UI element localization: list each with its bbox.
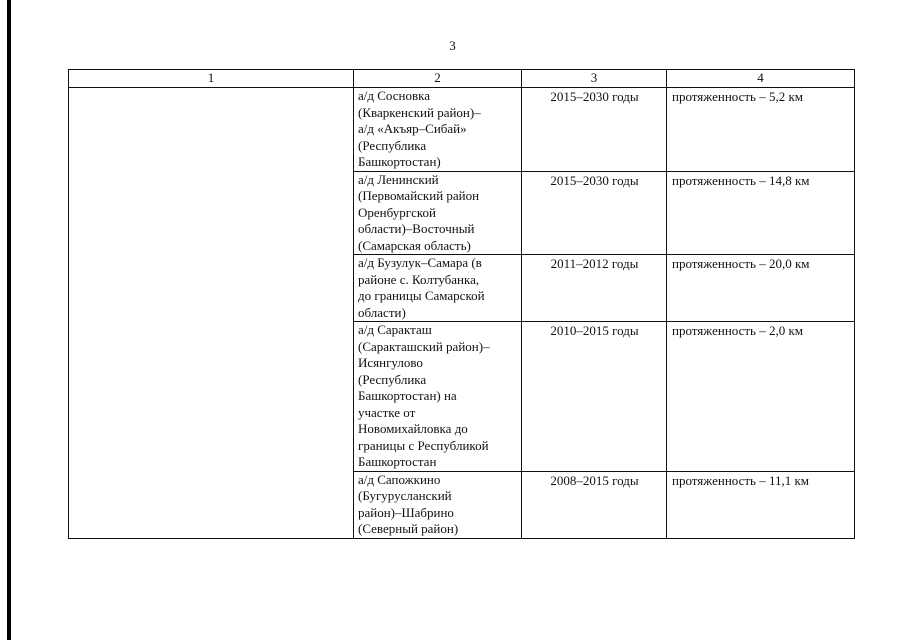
- period-cell: 2008–2015 годы: [522, 471, 667, 538]
- road-name-line: а/д Бузулук–Самара (в: [358, 255, 482, 270]
- table-row: [69, 88, 855, 172]
- length-cell: протяженность – 20,0 км: [667, 255, 855, 322]
- length-cell: протяженность – 5,2 км: [667, 88, 855, 172]
- road-name-line: Башкортостан): [358, 154, 441, 169]
- column-header-2: 2: [354, 70, 522, 88]
- period-cell: 2015–2030 годы: [522, 171, 667, 255]
- road-name-line: области)–Восточный: [358, 221, 475, 236]
- column-1-cell: [69, 88, 354, 539]
- road-name-line: до границы Самарской: [358, 288, 485, 303]
- road-name-line: а/д Сосновка: [358, 88, 430, 103]
- column-header-3: 3: [522, 70, 667, 88]
- column-header-1: 1: [69, 70, 354, 88]
- road-name-line: участке от: [358, 404, 416, 420]
- period-cell: 2010–2015 годы: [522, 322, 667, 472]
- road-name-line: области): [358, 304, 406, 320]
- road-name-cell: [354, 255, 522, 322]
- road-name-line: Оренбургской: [358, 204, 436, 220]
- road-name-line: а/д Сапожкино: [358, 471, 441, 487]
- page-number: 3: [449, 38, 456, 53]
- length-cell: протяженность – 2,0 км: [667, 322, 855, 472]
- road-name-line: а/д Ленинский: [358, 171, 439, 187]
- road-name-line: а/д Саракташ: [358, 322, 432, 337]
- road-name-line: Новомихайловка до: [358, 421, 468, 436]
- road-name-line: (Бугурусланский: [358, 488, 452, 503]
- road-name-line: (Саракташский район)–: [358, 338, 490, 354]
- road-name-cell: [354, 471, 522, 538]
- road-name-cell: [354, 88, 522, 172]
- length-cell: протяженность – 11,1 км: [667, 471, 855, 538]
- road-name-line: (Республика: [358, 137, 427, 153]
- road-name-cell: [354, 171, 522, 255]
- road-name-line: Башкортостан: [358, 454, 437, 469]
- road-name-line: Исянгулово: [358, 355, 423, 370]
- road-name-line: район)–Шабрино: [358, 504, 454, 520]
- scan-edge-border: [7, 0, 11, 640]
- road-name-line: районе с. Колтубанка,: [358, 271, 480, 287]
- road-name-line: (Республика: [358, 371, 427, 387]
- road-name-line: (Самарская область): [358, 237, 471, 253]
- road-name-line: границы с Республикой: [358, 437, 489, 453]
- table-header-row: [69, 70, 855, 88]
- period-cell: 2015–2030 годы: [522, 88, 667, 172]
- road-name-line: Башкортостан) на: [358, 388, 457, 403]
- road-name-line: (Северный район): [358, 521, 459, 536]
- road-name-line: (Кваркенский район)–: [358, 104, 481, 120]
- roads-table: [68, 69, 855, 539]
- length-cell: протяженность – 14,8 км: [667, 171, 855, 255]
- column-header-4: 4: [667, 70, 855, 88]
- period-cell: 2011–2012 годы: [522, 255, 667, 322]
- road-name-cell: [354, 322, 522, 472]
- road-name-line: а/д «Акъяр–Сибай»: [358, 121, 467, 136]
- road-name-line: (Первомайский район: [358, 188, 480, 203]
